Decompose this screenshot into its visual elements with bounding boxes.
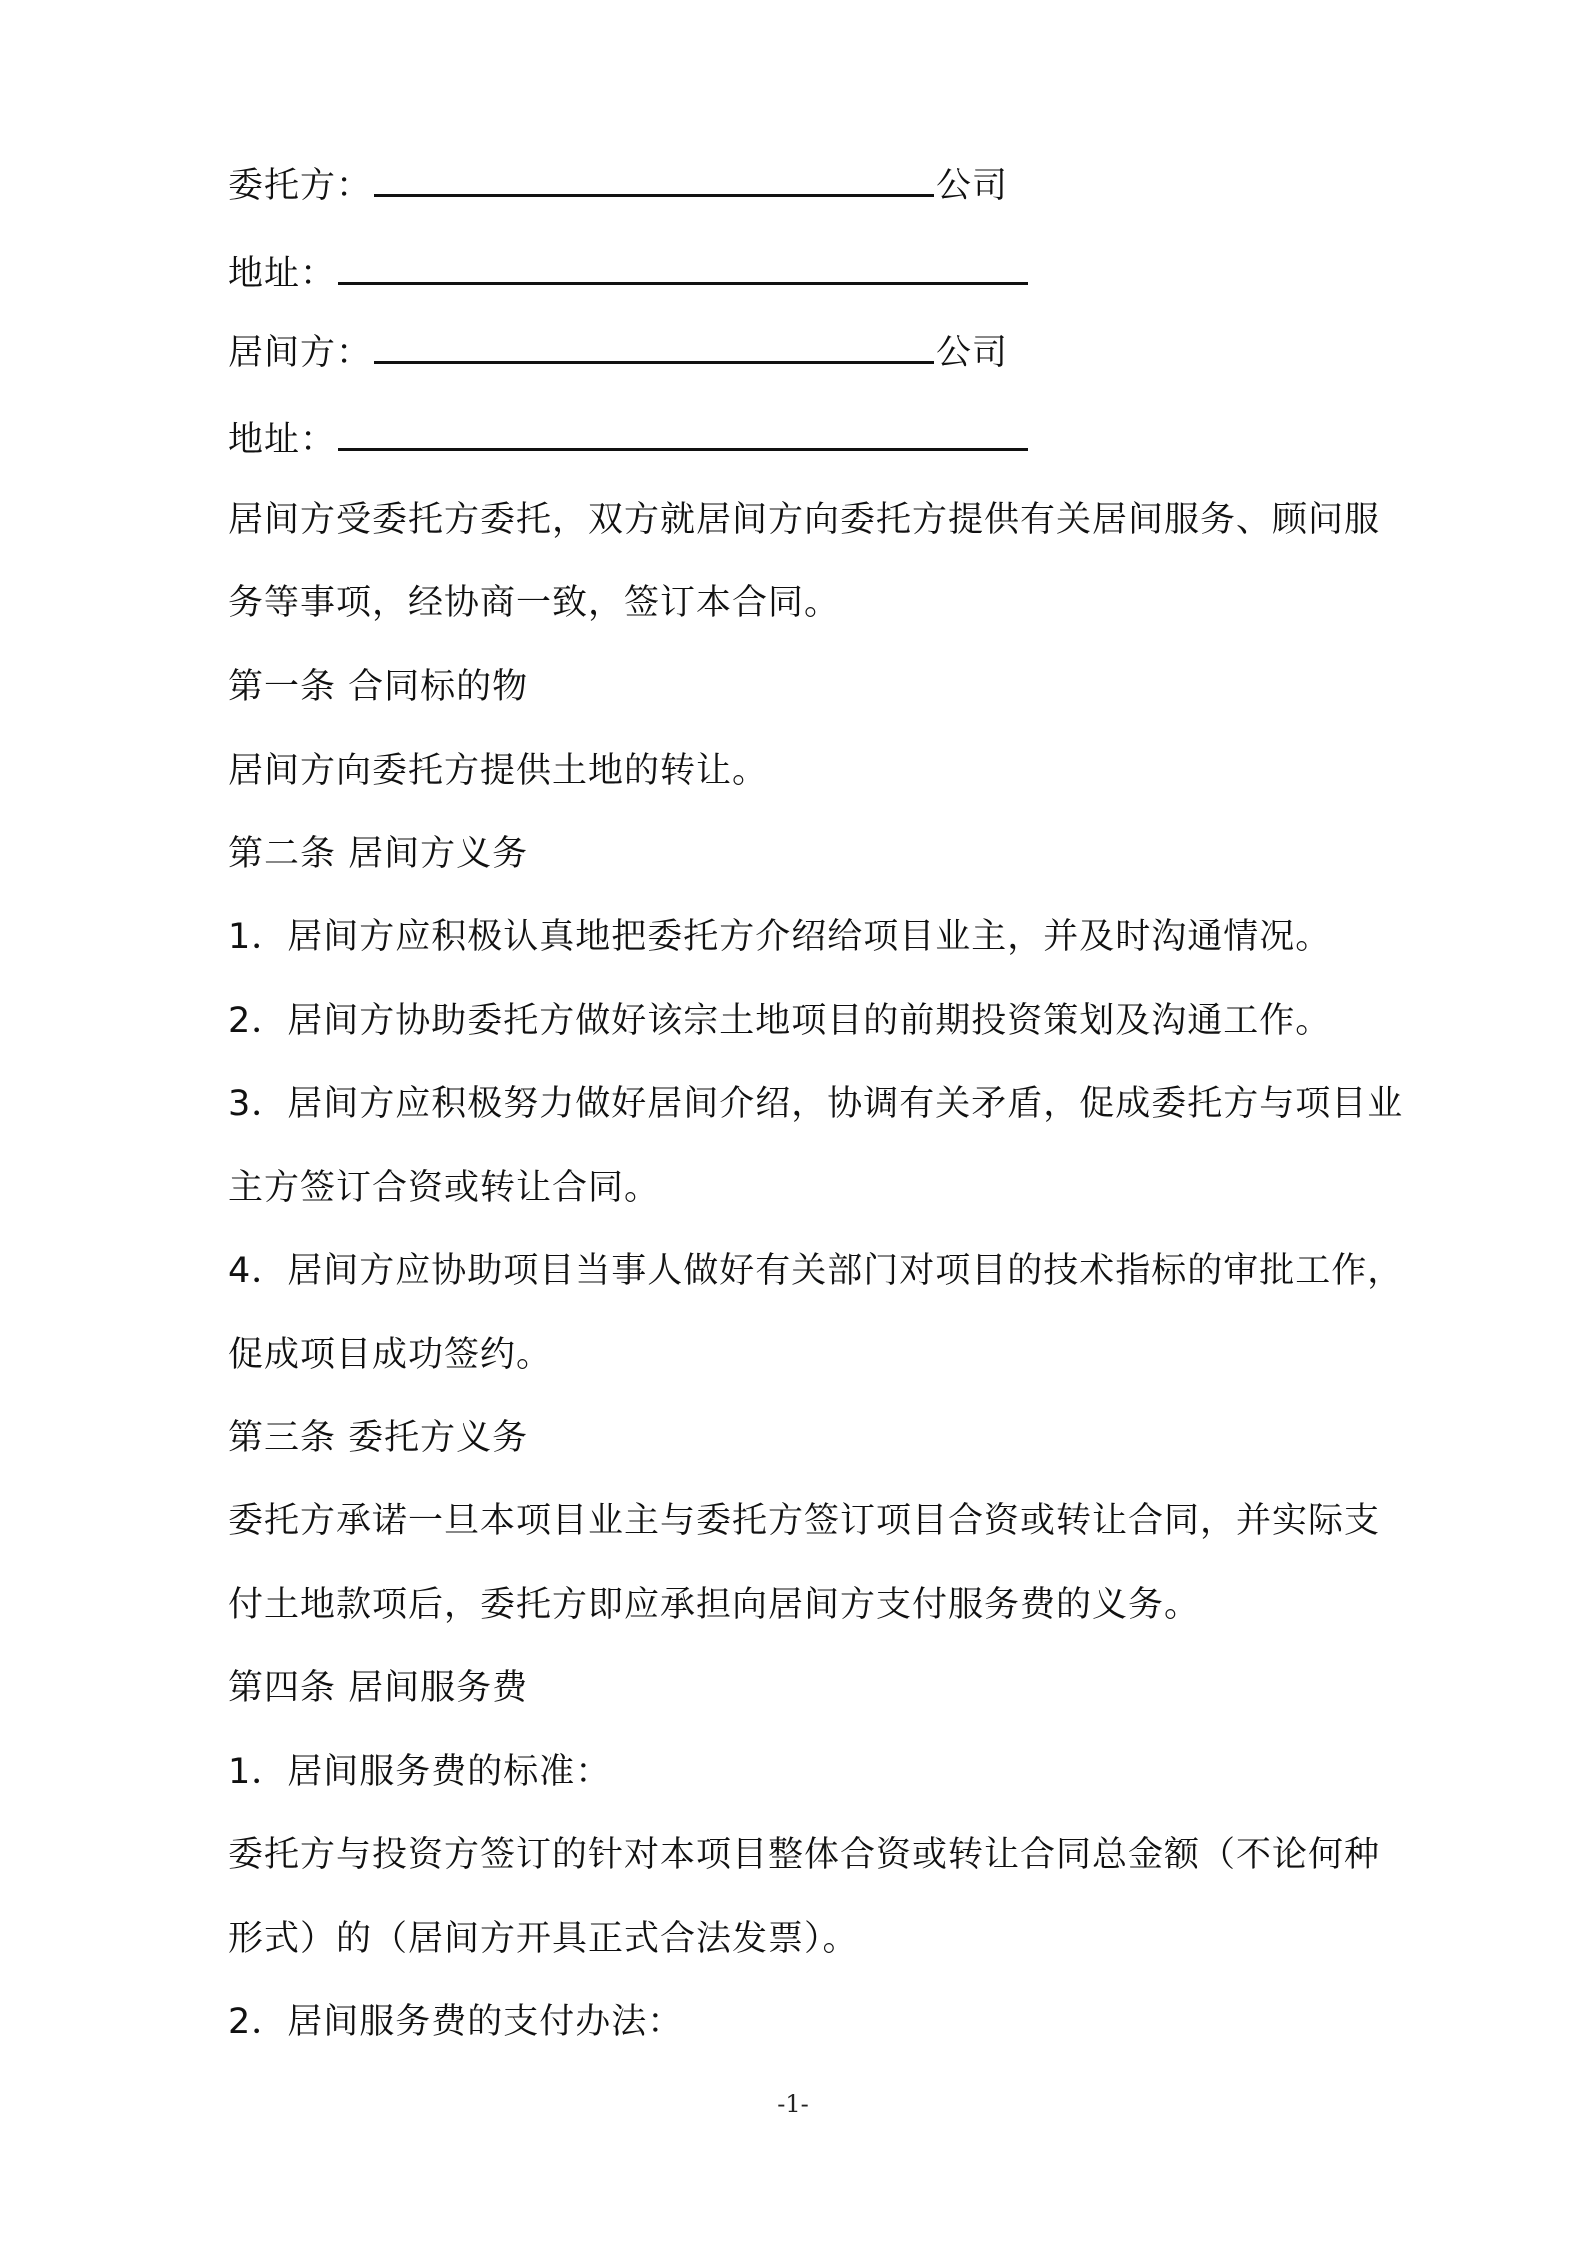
intro-line-2: 务等事项，经协商一致，签订本合同。 (228, 583, 841, 623)
article-2-item-4: 4．居间方应协助项目当事人做好有关部门对项目的技术指标的审批工作， (228, 1251, 1404, 1291)
client-name-blank[interactable] (374, 164, 934, 197)
broker-name-blank[interactable] (374, 331, 934, 364)
article-4-item-1-body-line-1: 委托方与投资方签订的针对本项目整体合资或转让合同总金额（不论何种 (228, 1835, 1381, 1875)
broker-address-blank[interactable] (338, 418, 1028, 451)
article-4-title: 第四条 居间服务费 (228, 1668, 529, 1708)
client-line (228, 162, 1008, 210)
broker-address-line (228, 416, 1030, 464)
article-4-item-2: 2．居间服务费的支付办法： (228, 2002, 684, 2042)
article-4-item-1-body-line-2: 形式）的（居间方开具正式合法发票）。 (228, 1919, 859, 1959)
article-1-body: 居间方向委托方提供土地的转让。 (228, 751, 769, 791)
article-2-item-4-cont: 促成项目成功签约。 (228, 1335, 553, 1375)
article-3-body-line-2: 付土地款项后，委托方即应承担向居间方支付服务费的义务。 (228, 1585, 1201, 1625)
article-3-title: 第三条 委托方义务 (228, 1418, 529, 1458)
article-2-item-1: 1．居间方应积极认真地把委托方介绍给项目业主，并及时沟通情况。 (228, 917, 1332, 957)
client-address-label: 地址： (228, 254, 337, 294)
article-3-body-line-1: 委托方承诺一旦本项目业主与委托方签订项目合资或转让合同，并实际支 (228, 1501, 1381, 1541)
article-2-item-3: 3．居间方应积极努力做好居间介绍，协调有关矛盾，促成委托方与项目业 (228, 1084, 1404, 1124)
page-number: -1- (777, 2090, 809, 2118)
article-2-title: 第二条 居间方义务 (228, 834, 529, 874)
broker-address-label: 地址： (228, 420, 337, 460)
broker-label: 居间方： (228, 333, 373, 373)
article-1-title: 第一条 合同标的物 (228, 667, 529, 707)
client-suffix: 公司 (936, 166, 1009, 206)
intro-line-1: 居间方受委托方委托，双方就居间方向委托方提供有关居间服务、顾问服 (228, 500, 1381, 540)
client-address-line (228, 250, 1030, 298)
article-2-item-2: 2．居间方协助委托方做好该宗土地项目的前期投资策划及沟通工作。 (228, 1001, 1332, 1041)
article-4-item-1: 1．居间服务费的标准： (228, 1752, 612, 1792)
article-2-item-3-cont: 主方签订合资或转让合同。 (228, 1168, 661, 1208)
broker-line (228, 329, 1008, 377)
client-address-blank[interactable] (338, 252, 1028, 285)
broker-suffix: 公司 (936, 333, 1009, 373)
client-label: 委托方： (228, 166, 373, 206)
